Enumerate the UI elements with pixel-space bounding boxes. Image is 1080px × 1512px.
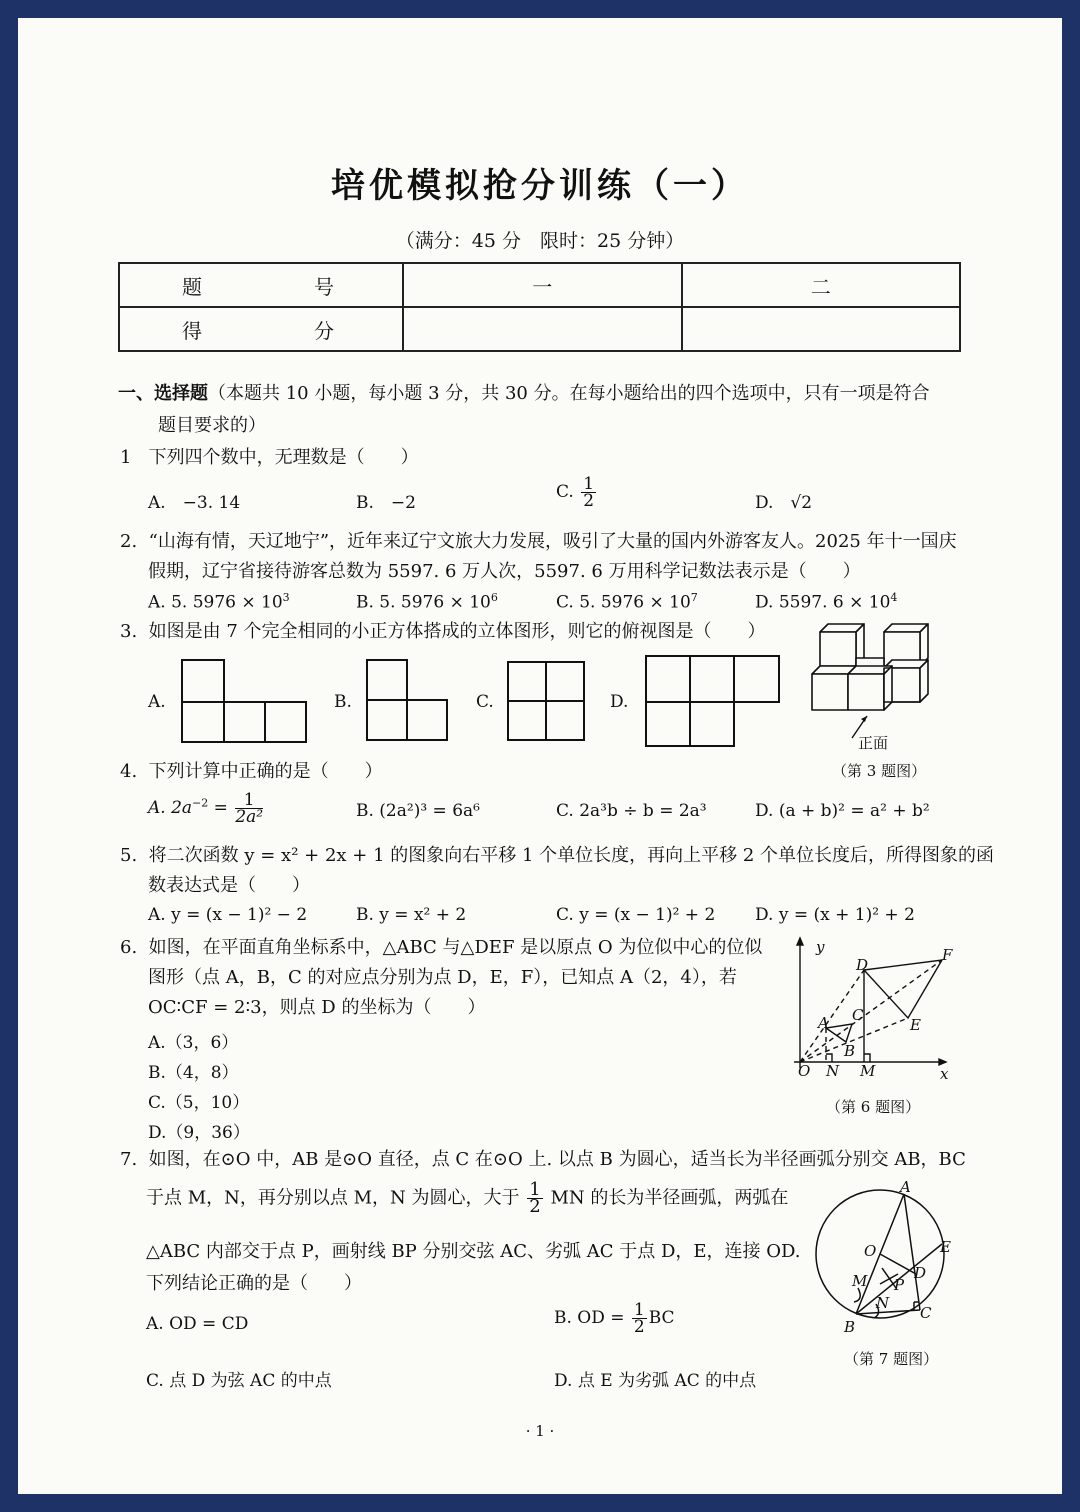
point-label-e: E xyxy=(910,1016,921,1034)
page-subtitle: （满分：45 分 限时：25 分钟） xyxy=(395,230,685,252)
point-label-a: A xyxy=(818,1014,829,1032)
stem-text: 于点 M，N，再分别以点 M，N 为圆心，大于 xyxy=(146,1187,520,1209)
exponent: 3 xyxy=(282,591,290,604)
q7-circle-figure xyxy=(18,18,1062,1494)
question-stem: 如图是由 7 个完全相同的小正方体搭成的立体图形，则它的俯视图是（ ） xyxy=(148,621,766,642)
question-number: 6. xyxy=(120,937,138,958)
question-stem-cont: △ABC 内部交于点 P，画射线 BP 分别交弦 AC、劣弧 AC 于点 D，E，连接 OD. xyxy=(146,1241,801,1262)
question-number: 3. xyxy=(120,621,138,642)
option-d: D.（9，36） xyxy=(148,1123,250,1143)
denominator: 2 xyxy=(633,1317,645,1337)
option-text: A. 2a xyxy=(148,798,193,818)
numerator: 1 xyxy=(633,1300,645,1320)
option-c: C. 点 D 为弦 AC 的中点 xyxy=(146,1371,332,1391)
figure-caption: （第 3 题图） xyxy=(832,762,927,780)
option-text: C. 5. 5976 × 10 xyxy=(556,592,691,613)
question-stem-cont: 假期，辽宁省接待游客总数为 5597. 6 万人次，5597. 6 万用科学记数法表示是（ ） xyxy=(148,561,861,582)
question-stem-cont: 图形（点 A，B，C 的对应点分别为点 D，E，F），已知点 A（2，4），若 xyxy=(148,967,737,988)
point-label-d: D xyxy=(914,1264,927,1282)
option-c: C. 2a³b ÷ b = 2a³ xyxy=(556,801,707,821)
question-stem-cont: 数表达式是（ ） xyxy=(148,875,310,896)
denominator: 2 xyxy=(529,1196,541,1217)
question-stem-cont: 下列结论正确的是（ ） xyxy=(146,1273,362,1294)
question-number: 4. xyxy=(120,761,138,782)
option-text: A. 5. 5976 × 10 xyxy=(148,592,283,613)
option-b: B. −2 xyxy=(356,493,416,513)
page-title: 培优模拟抢分训练（一） xyxy=(331,166,749,206)
question-stem-cont: OC∶CF = 2∶3，则点 D 的坐标为（ ） xyxy=(148,997,486,1018)
exam-paper xyxy=(18,18,1062,1494)
denominator: 2 xyxy=(583,491,595,511)
option-d: D. √2 xyxy=(755,493,813,513)
exponent: 6 xyxy=(490,591,498,604)
point-label-c: C xyxy=(920,1304,932,1322)
numerator: 1 xyxy=(235,792,263,809)
question-stem: 下列计算中正确的是（ ） xyxy=(148,761,383,782)
option-a: A.（3，6） xyxy=(148,1033,239,1053)
option-a-label: A. xyxy=(148,692,166,712)
question-number: 7. xyxy=(120,1149,138,1170)
point-label-b: B xyxy=(844,1318,856,1336)
option-a: A. −3. 14 xyxy=(148,493,241,513)
section-desc: （本题共 10 小题，每小题 3 分，共 30 分。在每小题给出的四个选项中，只有一项是符合 xyxy=(208,383,930,404)
table-cell: 得 分 xyxy=(119,307,403,351)
option-d-label: D. xyxy=(610,692,629,712)
chord-ac xyxy=(904,1194,920,1310)
exponent: 4 xyxy=(890,591,898,604)
option-text: B. 5. 5976 × 10 xyxy=(356,592,491,613)
segment-od xyxy=(880,1254,916,1274)
point-label-m: M xyxy=(860,1062,876,1080)
point-label-e: E xyxy=(940,1238,951,1256)
option-b-label: B. xyxy=(334,692,352,712)
option-d: D. 点 E 为劣弧 AC 的中点 xyxy=(554,1371,757,1391)
point-label-f: F xyxy=(942,946,953,964)
option-text: BC xyxy=(648,1308,675,1328)
table-cell: 题 号 xyxy=(119,263,403,307)
question-stem: 下列四个数中，无理数是（ ） xyxy=(148,447,419,468)
option-d: D. (a + b)² = a² + b² xyxy=(755,801,930,821)
question-number: 5. xyxy=(120,845,138,866)
denominator: 2a² xyxy=(235,807,264,827)
axis-label-y: y xyxy=(816,938,825,956)
option-b: B. y = x² + 2 xyxy=(356,905,467,925)
question-stem: 如图，在⊙O 中，AB 是⊙O 直径，点 C 在⊙O 上. 以点 B 为圆心，适当长为半径画弧分别交 AB，BC xyxy=(148,1149,966,1170)
option-c: C.（5，10） xyxy=(148,1093,250,1113)
stem-text: MN 的长为半径画弧，两弧在 xyxy=(550,1187,789,1209)
option-a: A. OD = CD xyxy=(146,1314,249,1334)
point-label-o: O xyxy=(864,1242,877,1260)
numerator: 1 xyxy=(583,474,595,494)
point-label-a: A xyxy=(900,1178,911,1196)
option-d: D. y = (x + 1)² + 2 xyxy=(755,905,915,925)
option-label: C. xyxy=(556,482,574,502)
figure-caption: （第 7 题图） xyxy=(844,1350,939,1368)
section-label: 一、选择题 xyxy=(118,383,208,404)
figure-caption: （第 6 题图） xyxy=(826,1098,921,1116)
point-label-p: P xyxy=(894,1276,905,1294)
option-text: D. 5597. 6 × 10 xyxy=(755,592,891,613)
question-number: 2. xyxy=(120,531,138,552)
arc-mark xyxy=(854,1288,860,1302)
table-cell: 一 xyxy=(403,263,682,307)
option-b: B.（4，8） xyxy=(148,1063,239,1083)
option-b: B. (2a²)³ = 6a⁶ xyxy=(356,801,480,821)
point-label-c: C xyxy=(852,1006,864,1024)
point-label-d: D xyxy=(856,956,869,974)
question-number: 1 xyxy=(120,447,132,468)
point-label-m: M xyxy=(852,1272,868,1290)
point-label-b: B xyxy=(844,1042,856,1060)
front-label: 正面 xyxy=(858,734,889,752)
option-c: C. y = (x − 1)² + 2 xyxy=(556,905,716,925)
exponent: −2 xyxy=(192,796,209,810)
point-label-o: O xyxy=(798,1062,811,1080)
point-label-n: N xyxy=(876,1294,890,1312)
exponent: 7 xyxy=(690,591,698,604)
option-a: A. y = (x − 1)² − 2 xyxy=(148,905,308,925)
point-label-n: N xyxy=(826,1062,840,1080)
section-desc-cont: 题目要求的） xyxy=(158,415,266,436)
question-stem: 如图，在平面直角坐标系中，△ABC 与△DEF 是以原点 O 为位似中心的位似 xyxy=(148,937,763,958)
option-text: B. OD = xyxy=(554,1308,625,1328)
option-text: = xyxy=(208,798,228,818)
page-number: · 1 · xyxy=(525,1422,555,1440)
axis-label-x: x xyxy=(940,1065,949,1083)
question-stem: “山海有情，天辽地宁”，近年来辽宁文旅大力发展，吸引了大量的国内外游客友人。2025 年十一国庆 xyxy=(148,531,957,552)
table-cell: 二 xyxy=(682,263,961,307)
question-stem: 将二次函数 y = x² + 2x + 1 的图象向右平移 1 个单位长度，再向上平移 2 个单位长度后，所得图象的函 xyxy=(148,845,995,866)
numerator: 1 xyxy=(529,1179,541,1200)
option-c-label: C. xyxy=(476,692,494,712)
